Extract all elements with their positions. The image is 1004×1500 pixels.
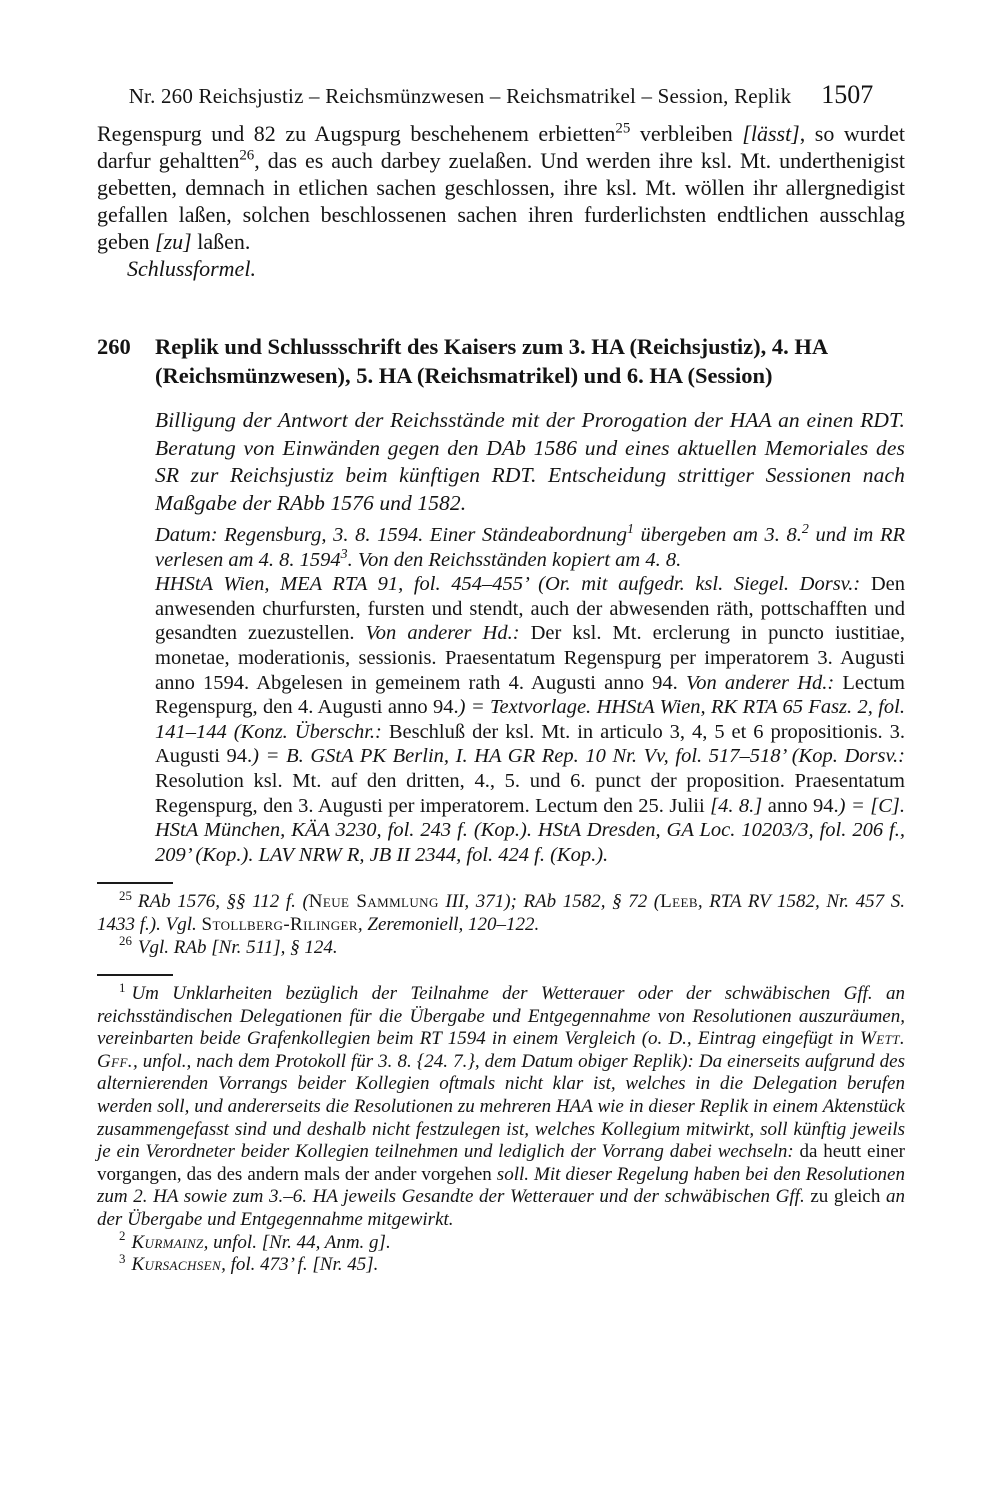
text-segment: HHStA Wien, MEA RTA 91, fol. 454–455’ (Or. mit aufgedr. ksl. Siegel. Dorsv.:	[155, 573, 871, 596]
text-segment: und im RR verlesen am 4. 8. 1594	[155, 524, 905, 571]
text-segment: Von anderer Hd.:	[685, 671, 843, 694]
text-segment: da heutt einer vorgangen, das des andern mals der ander vorgehen	[97, 1141, 905, 1185]
footnote-reference: 3	[340, 546, 348, 562]
text-segment: Datum: Regensburg, 3. 8. 1594. Einer Ständeabordnung	[155, 524, 627, 546]
footnote-reference: 25	[615, 120, 631, 137]
footnote-reference: 1	[626, 522, 634, 538]
book-page	[0, 82, 1004, 1500]
footnote-reference: 1	[119, 979, 126, 995]
schlussformel-line: Schlussformel.	[127, 256, 256, 281]
footnote-separator-commentary	[97, 974, 173, 976]
footnote-reference: 25	[119, 887, 132, 903]
archive-paragraph	[155, 572, 905, 867]
footnote-25	[97, 887, 905, 936]
text-segment: , unfol. [Nr. 44, Anm. g].	[203, 1231, 391, 1253]
text-segment: , Zeremoniell, 120–122.	[357, 913, 540, 935]
footnote-2	[97, 1228, 905, 1255]
text-segment: , das es auch darbey zuelaßen. Und werden ihre ksl. Mt. underthenigist gebetten, demnach in etlichen sachen geschlossen, ihre ksl. Mt. wöllen ihr allergnedigist gefallen laßen, solchen beschlossenen sachen ihren furderlichsten endtlichen ausschlag geben	[97, 148, 905, 254]
text-segment: Leeb	[660, 891, 698, 913]
text-segment: Um Unklarheiten bezüglich der Teilnahme der Wetterauer oder der schwäbischen Gff. an reichsständischen Delegationen für die Übergabe und Entgegennahme von Resolutionen auszuräumen, vereinbarten beide Grafenkollegien beim RT 1594 in einem Vergleich (o. D., Eintrag eingefügt in	[97, 983, 905, 1050]
footnote-reference: 26	[239, 147, 255, 164]
description-block	[155, 523, 905, 867]
footnote-reference: 2	[801, 522, 809, 538]
text-segment: . Von den Reichsständen kopiert am 4. 8.	[347, 548, 682, 571]
text-segment: Den anwesenden churfursten, fursten und stendt, auch der abwesenden räth, pottschafften und gesandten zuezustellen.	[155, 573, 905, 645]
text-segment: übergeben am 3. 8.	[633, 524, 802, 546]
running-header	[97, 82, 905, 109]
footnote-reference: 26	[119, 933, 132, 949]
text-segment: Lectum Regenspurg, den 4. Augusti anno 94.	[155, 671, 905, 719]
footnote-1	[97, 979, 906, 1232]
datum-paragraph	[155, 523, 905, 572]
footnote-separator-text	[97, 882, 173, 884]
text-segment: verbleiben	[630, 121, 743, 146]
footnotes-commentary-block	[97, 979, 906, 1277]
text-segment: Wett. Gff.	[97, 1028, 905, 1072]
text-segment: RAb 1576, §§ 112 f. (	[137, 891, 309, 913]
text-segment: laßen.	[191, 229, 251, 254]
text-segment: Regenspurg und 82 zu Augspurg beschehenem erbietten	[97, 121, 616, 146]
text-segment: Beschluß der ksl. Mt. in articulo 3, 4, 5 et 6 propositionis. 3. Augusti 94.	[155, 720, 905, 768]
footnote-reference: 2	[119, 1228, 126, 1244]
text-segment: Stollberg-Rilinger	[201, 913, 358, 935]
footnote-26	[97, 933, 905, 960]
footnote-3	[97, 1250, 905, 1277]
text-segment: ) = Textvorlage. HHStA Wien, RK RTA 65 Fasz. 2, fol. 141–144 (Konz. Überschr.:	[155, 696, 905, 743]
text-segment: [zu]	[155, 229, 192, 254]
text-segment: , RTA RV 1582, Nr. 457 S. 1433 f.). Vgl.	[97, 891, 905, 935]
regest-paragraph: Billigung der Antwort der Reichsstände mit der Prorogation der HAA an einen RDT. Beratung von Einwänden gegen den DAb 1586 und eines aktuellen Memoriales des SR zur Reichsjustiz beim künftigen RDT. Entscheidung strittiger Sessionen nach Maßgabe der RAbb 1576 und 1582.	[155, 408, 905, 515]
text-segment: , unfol., nach dem Protokoll für 3. 8. {24. 7.}, dem Datum obiger Replik): Da einerseits aufgrund des alternierenden Vorrangs beider Kollegien oftmals nicht klar ist, welches in die Delegation berufen werden soll, und andererseits die Resolutionen zu mehreren HAA wie in dieser Replik in einem Aktenstück zusammengefasst sind und deshalb nicht festzulegen ist, welches Kollegium mitwirkt, soll künftig jeweils je ein Verordneter beider Kollegien teilnehmen und lediglich der Vorrang dabei wechseln:	[97, 1050, 905, 1163]
body-paragraph	[97, 120, 905, 255]
text-segment: soll. Mit dieser Regelung haben bei den Resolutionen zum 2. HA sowie zum 3.–6. HA jeweils Gesandte der Wetterauer und der schwäbischen Gff.	[97, 1163, 905, 1208]
text-segment: [lässt]	[742, 121, 800, 146]
text-segment: , fol. 473’ f. [Nr. 45].	[221, 1254, 379, 1276]
text-segment: Vgl. RAb [Nr. 511], § 124.	[137, 936, 338, 958]
text-segment: Resolution ksl. Mt. auf den dritten, 4., 5. und 6. punct der proposition. Praesentatum Regenspurg, den 3. Augusti per imperatorem. Lectum den 25. Julii	[155, 769, 905, 817]
text-segment: Von anderer Hd.:	[365, 622, 531, 645]
entry-title: Replik und Schlussschrift des Kaisers zum 3. HA (Reichsjustiz), 4. HA (Reichsmünzwesen), 5. HA (Reichsmatrikel) und 6. HA (Session)	[155, 334, 827, 388]
entry-number: 260	[97, 334, 131, 359]
entry-heading	[97, 332, 905, 390]
text-segment: Der ksl. Mt. erclerung in puncto iustitiae, monetae, moderationis, sessionis. Praesentatum Regenspurg per imperatorem 3. Augusti anno 1594. Abgelesen in gemeinem rath 4. Augusti anno 94.	[155, 622, 905, 694]
footnotes-text-block	[97, 887, 905, 959]
text-segment: ) = B. GStA PK Berlin, I. HA GR Rep. 10 Nr. Vv, fol. 517–518’ (Kop. Dorsv.:	[252, 745, 905, 768]
text-segment: Kursachsen	[131, 1254, 222, 1276]
running-header-title: Nr. 260 Reichsjustiz – Reichsmünzwesen – Reichsmatrikel – Session, Replik	[128, 84, 792, 108]
text-segment: ) = [C]. HStA München, KÄA 3230, fol. 243 f. (Kop.). HStA Dresden, GA Loc. 10203/3, fol. 206 f., 209’ (Kop.). LAV NRW R, JB II 2344, fol. 424 f. (Kop.).	[155, 794, 905, 866]
text-segment: anno 94.	[767, 794, 839, 817]
text-segment: Kurmainz	[131, 1231, 204, 1253]
text-segment: an der Übergabe und Entgegennahme mitgewirkt.	[97, 1186, 906, 1231]
text-segment: , so wurdet darfur gehaltten	[97, 121, 905, 173]
text-segment: zu gleich	[810, 1186, 887, 1208]
footnote-reference: 3	[119, 1250, 126, 1266]
text-segment: [4. 8.]	[710, 794, 768, 817]
page-number: 1507	[821, 80, 874, 109]
text-segment: Neue Sammlung	[308, 891, 439, 913]
text-segment: III, 371); RAb 1582, § 72 (	[438, 891, 661, 913]
